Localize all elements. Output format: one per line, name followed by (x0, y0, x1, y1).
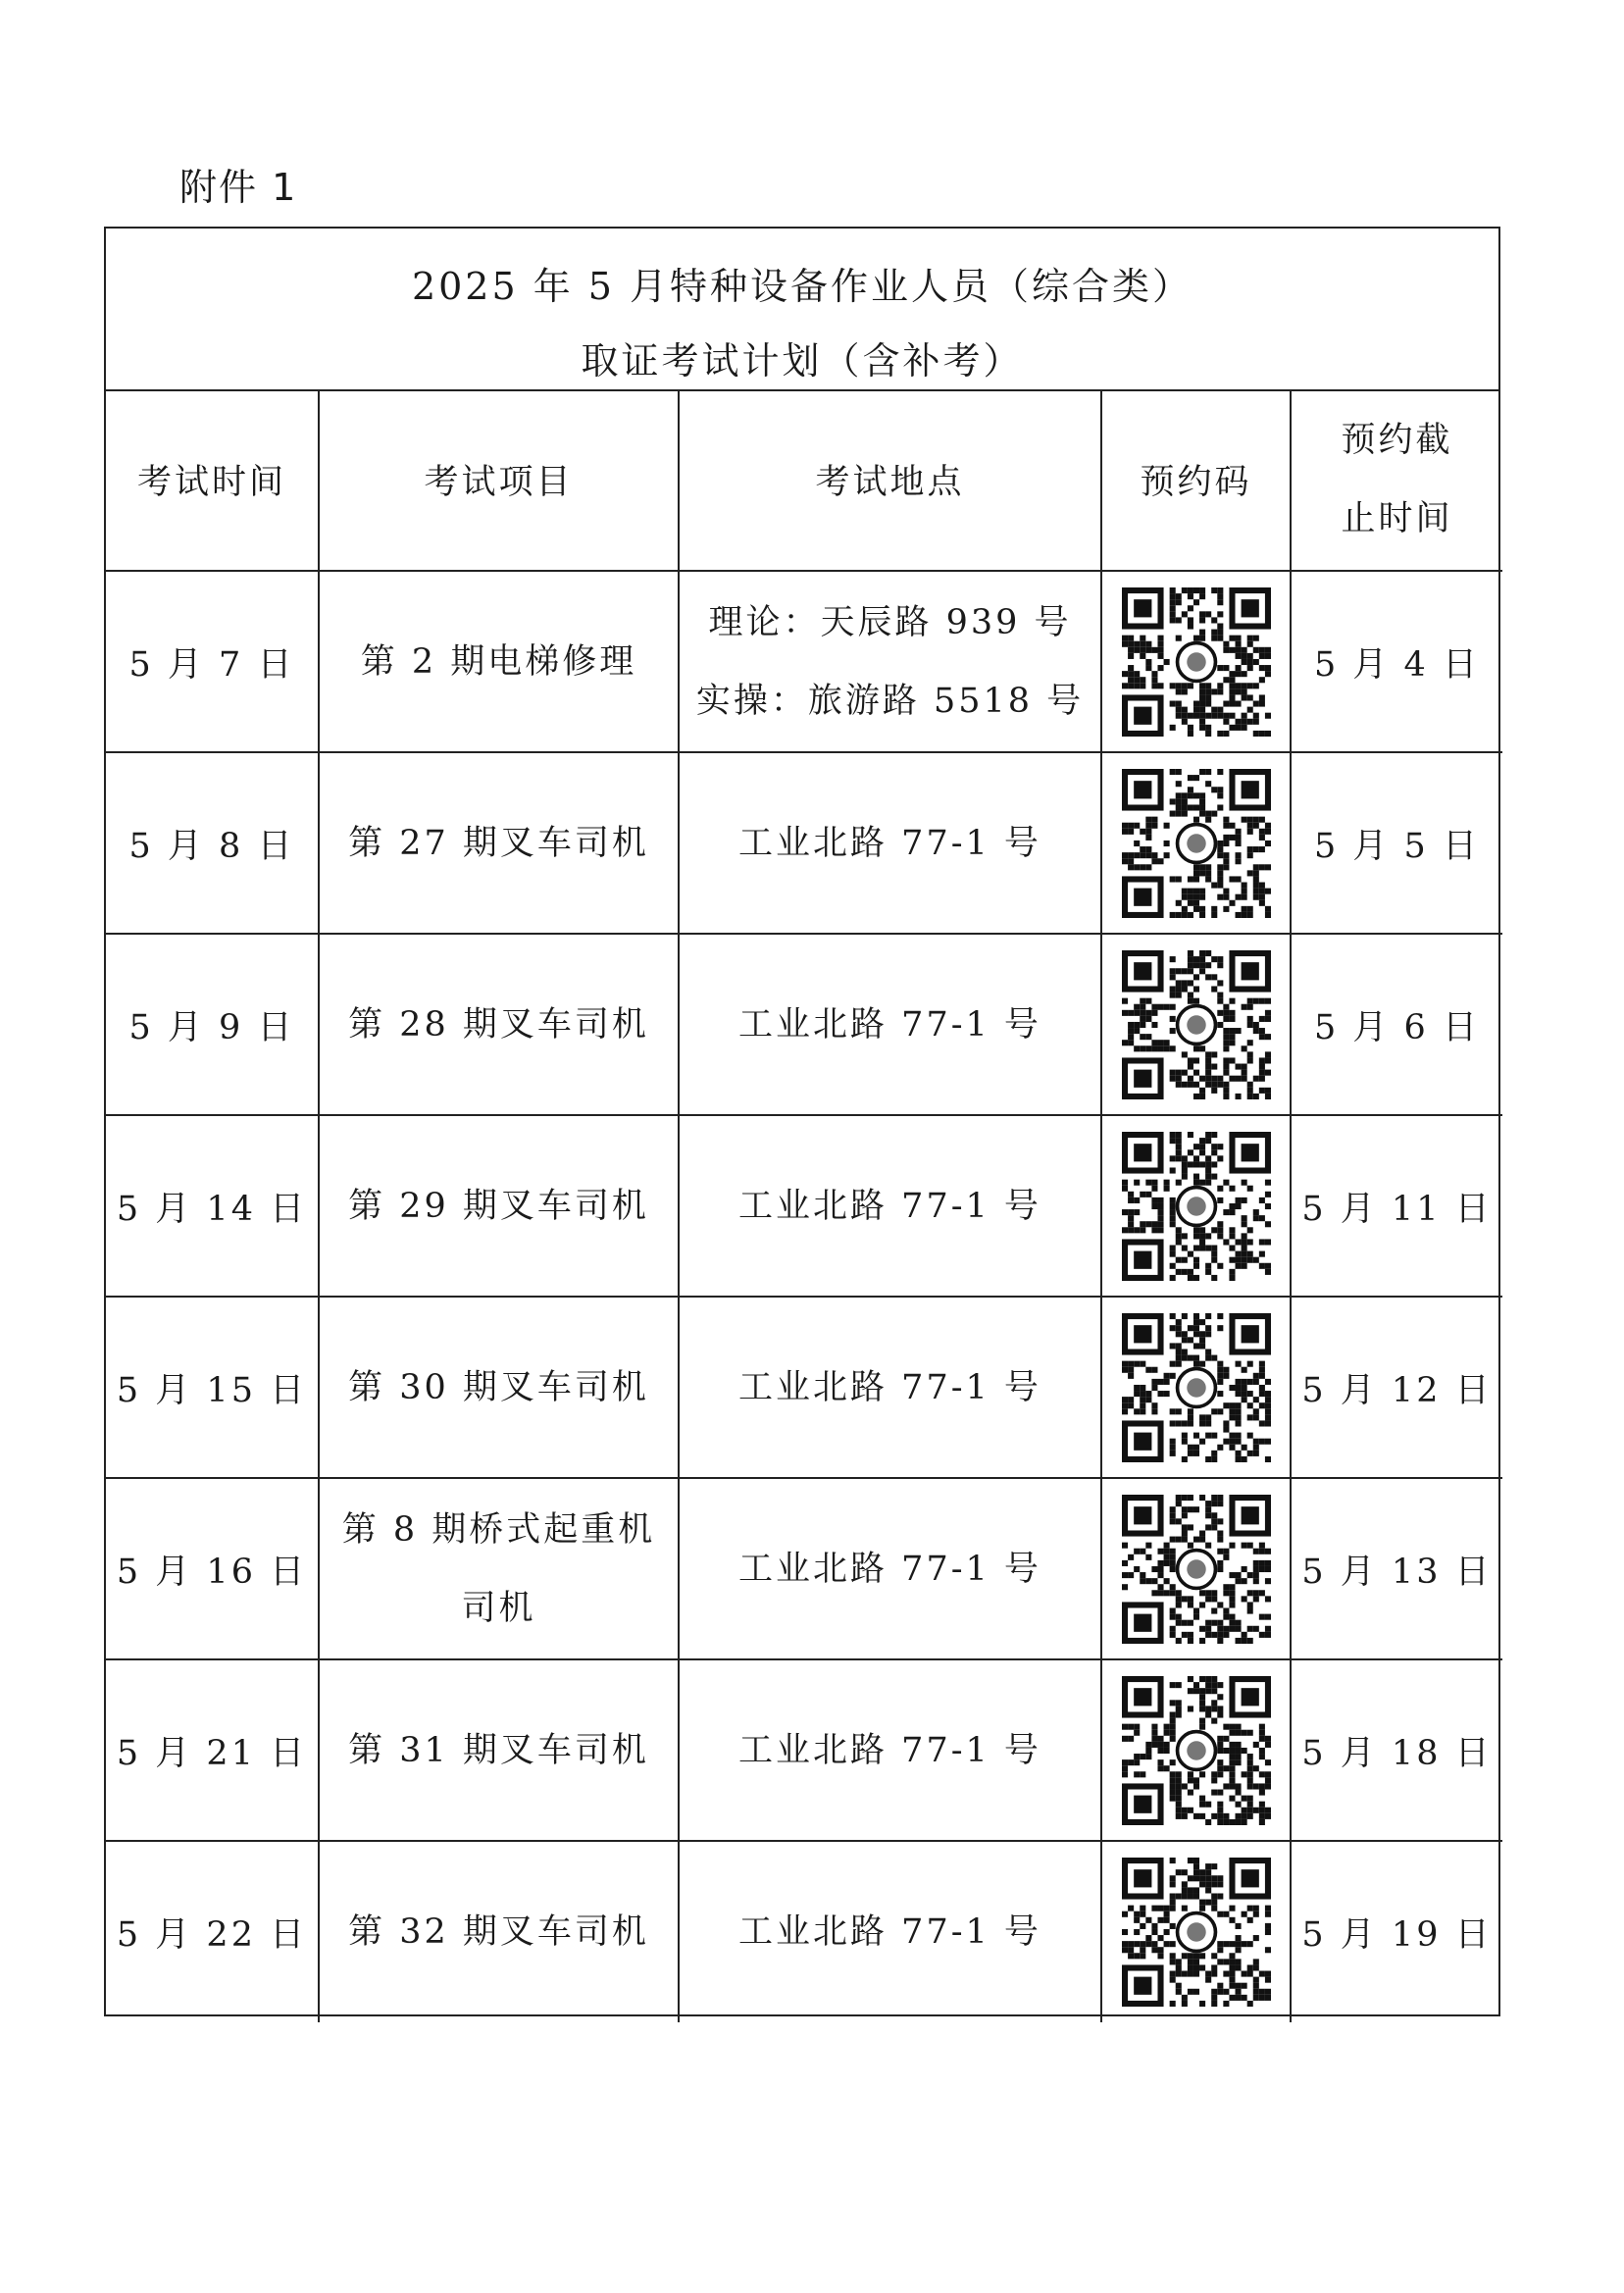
exam-location-cell (679, 571, 1101, 752)
title-block (106, 229, 1498, 391)
deadline-cell: 5 月 12 日 (1291, 1297, 1502, 1478)
exam-item-line1: 第 8 期桥式起重机 (341, 1509, 656, 1550)
exam-time-cell: 5 月 16 日 (106, 1478, 319, 1659)
exam-time-cell: 5 月 15 日 (106, 1297, 319, 1478)
exam-plan-sheet (104, 227, 1500, 2016)
qr-code-icon[interactable] (1122, 1858, 1271, 2007)
exam-location-cell (679, 1659, 1101, 1841)
exam-plan-table (106, 389, 1502, 2022)
exam-location-line1: 工业北路 77-1 号 (738, 1004, 1041, 1045)
exam-time-cell: 5 月 7 日 (106, 571, 319, 752)
deadline-cell: 5 月 6 日 (1291, 934, 1502, 1115)
title-line-2: 取证考试计划（含补考） (581, 339, 1024, 382)
exam-item-line1: 第 28 期叉车司机 (348, 1004, 649, 1045)
qr-code-cell[interactable] (1101, 1297, 1291, 1478)
exam-time-cell: 5 月 21 日 (106, 1659, 319, 1841)
exam-location-line1: 工业北路 77-1 号 (738, 1912, 1041, 1952)
exam-time-cell: 5 月 14 日 (106, 1115, 319, 1297)
table-row (106, 1115, 1502, 1297)
table-row (106, 1841, 1502, 2022)
exam-location-line1: 工业北路 77-1 号 (738, 1367, 1041, 1407)
deadline-cell: 5 月 19 日 (1291, 1841, 1502, 2022)
exam-item-cell (319, 934, 679, 1115)
exam-location-cell (679, 934, 1101, 1115)
qr-code-icon[interactable] (1122, 950, 1271, 1099)
exam-time-cell: 5 月 22 日 (106, 1841, 319, 2022)
table-row (106, 1478, 1502, 1659)
qr-code-icon[interactable] (1122, 1495, 1271, 1644)
exam-item-cell (319, 1297, 679, 1478)
exam-location-cell (679, 1478, 1101, 1659)
header-exam-item: 考试项目 (319, 389, 679, 571)
exam-item-line2: 司机 (461, 1588, 536, 1628)
deadline-cell: 5 月 11 日 (1291, 1115, 1502, 1297)
exam-time-cell: 5 月 8 日 (106, 752, 319, 934)
exam-item-line1: 第 31 期叉车司机 (348, 1730, 649, 1770)
exam-item-cell (319, 1841, 679, 2022)
exam-item-line1: 第 2 期电梯修理 (360, 641, 637, 682)
exam-item-line1: 第 32 期叉车司机 (348, 1912, 649, 1952)
exam-item-line1: 第 30 期叉车司机 (348, 1367, 649, 1407)
exam-location-cell (679, 1841, 1101, 2022)
header-qr-code: 预约码 (1101, 389, 1291, 571)
exam-location-cell (679, 1115, 1101, 1297)
exam-item-cell (319, 752, 679, 934)
attachment-label: 附件 1 (179, 166, 298, 209)
exam-location-line2: 实操：旅游路 5518 号 (695, 681, 1085, 721)
exam-location-line1: 工业北路 77-1 号 (738, 1186, 1041, 1226)
table-row (106, 571, 1502, 752)
title-line-1: 2025 年 5 月特种设备作业人员（综合类） (411, 265, 1193, 308)
table-row (106, 934, 1502, 1115)
exam-item-cell (319, 1659, 679, 1841)
exam-location-line1: 工业北路 77-1 号 (738, 1549, 1041, 1589)
deadline-cell: 5 月 5 日 (1291, 752, 1502, 934)
qr-code-icon[interactable] (1122, 587, 1271, 737)
header-deadline (1291, 389, 1502, 571)
deadline-cell: 5 月 18 日 (1291, 1659, 1502, 1841)
exam-time-cell: 5 月 9 日 (106, 934, 319, 1115)
exam-item-cell (319, 1115, 679, 1297)
table-row (106, 1297, 1502, 1478)
exam-location-cell (679, 1297, 1101, 1478)
exam-item-line1: 第 29 期叉车司机 (348, 1186, 649, 1226)
qr-code-cell[interactable] (1101, 1659, 1291, 1841)
table-row (106, 752, 1502, 934)
table-row (106, 1659, 1502, 1841)
qr-code-icon[interactable] (1122, 1313, 1271, 1462)
deadline-cell: 5 月 13 日 (1291, 1478, 1502, 1659)
qr-code-cell[interactable] (1101, 752, 1291, 934)
header-deadline-line1: 预约截 (1341, 421, 1453, 460)
exam-item-cell (319, 571, 679, 752)
qr-code-cell[interactable] (1101, 1115, 1291, 1297)
qr-code-cell[interactable] (1101, 1841, 1291, 2022)
qr-code-cell[interactable] (1101, 934, 1291, 1115)
exam-item-cell (319, 1478, 679, 1659)
header-deadline-line2: 止时间 (1341, 499, 1453, 538)
exam-location-line1: 工业北路 77-1 号 (738, 1730, 1041, 1770)
header-row (106, 389, 1502, 571)
qr-code-icon[interactable] (1122, 1132, 1271, 1281)
header-exam-location: 考试地点 (679, 389, 1101, 571)
exam-location-line1: 工业北路 77-1 号 (738, 823, 1041, 863)
exam-location-cell (679, 752, 1101, 934)
exam-location-line1: 理论：天辰路 939 号 (708, 602, 1072, 642)
qr-code-icon[interactable] (1122, 769, 1271, 918)
qr-code-cell[interactable] (1101, 1478, 1291, 1659)
qr-code-cell[interactable] (1101, 571, 1291, 752)
exam-item-line1: 第 27 期叉车司机 (348, 823, 649, 863)
header-exam-time: 考试时间 (106, 389, 319, 571)
deadline-cell: 5 月 4 日 (1291, 571, 1502, 752)
qr-code-icon[interactable] (1122, 1676, 1271, 1825)
